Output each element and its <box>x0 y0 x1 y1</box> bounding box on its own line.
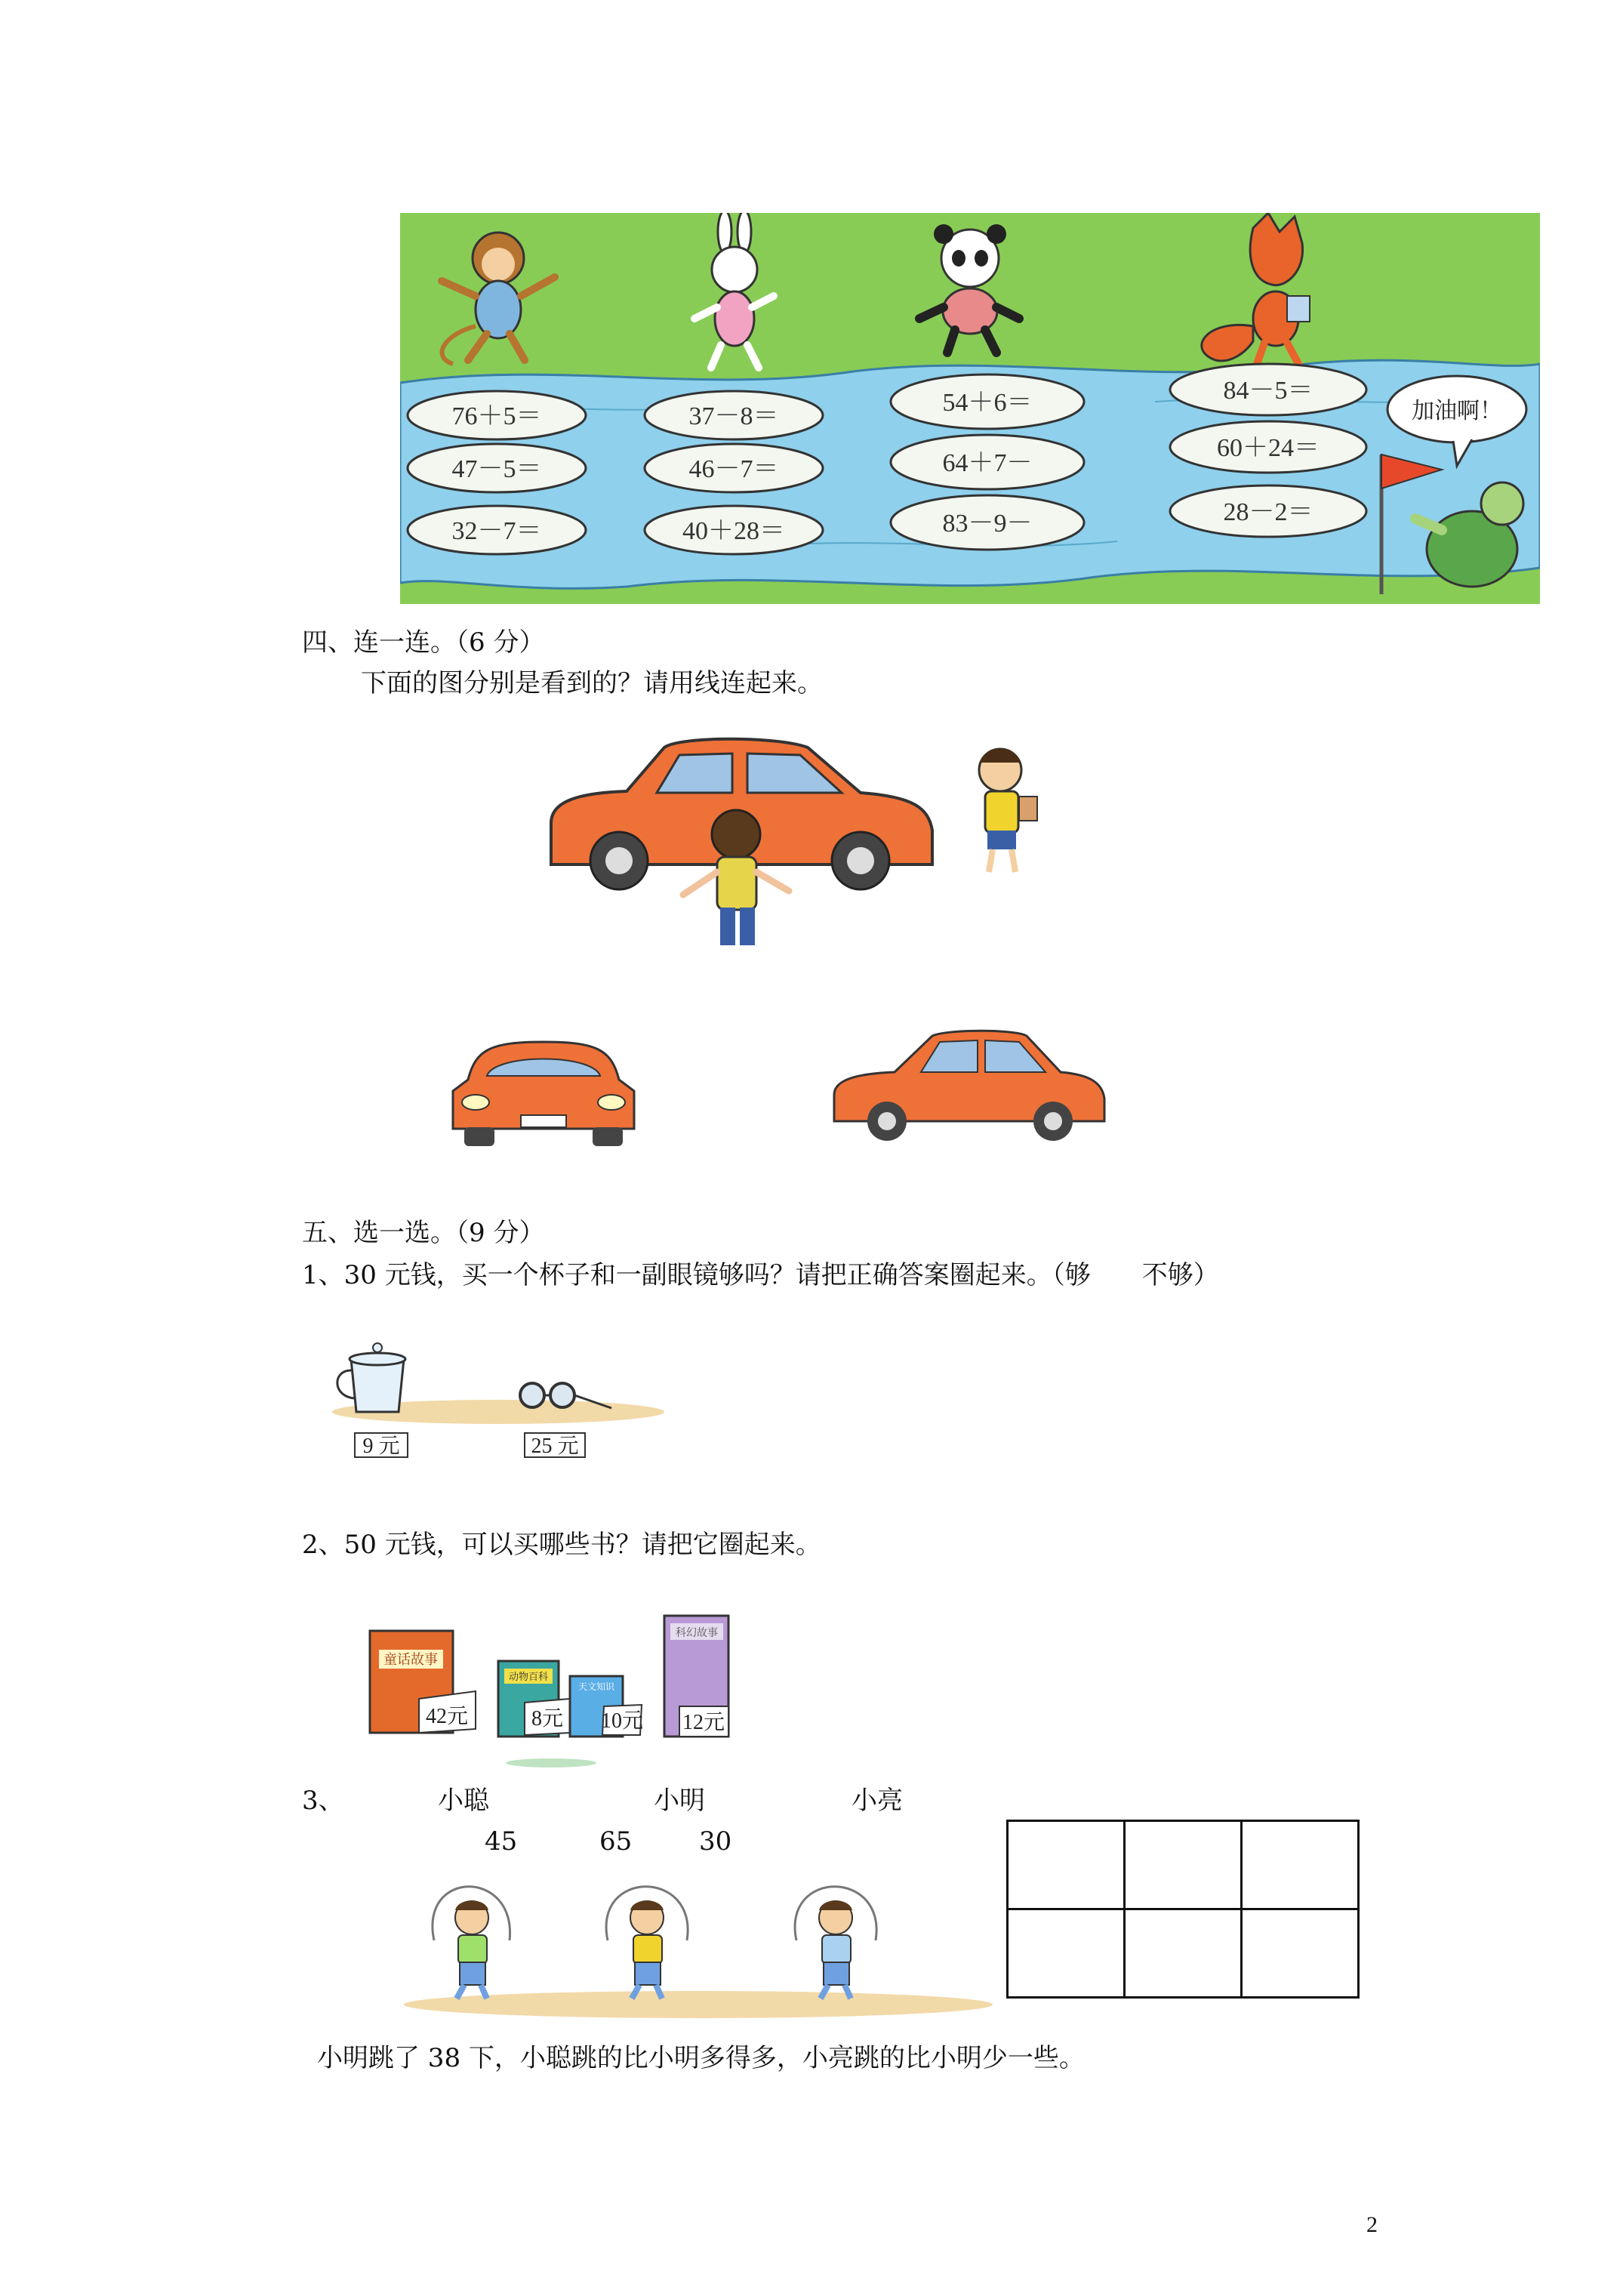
book-icon <box>664 1616 728 1737</box>
svg-text:天文知识: 天文知识 <box>577 1681 615 1692</box>
price-label: 42元 <box>425 1705 469 1728</box>
answer-cell[interactable] <box>1125 1821 1242 1909</box>
equation: 76＋5＝ <box>451 402 542 430</box>
answer-cell[interactable] <box>1008 1909 1125 1998</box>
jump-rope-scene <box>404 1869 993 2020</box>
race-illustration <box>400 213 1540 604</box>
equation: 32－7＝ <box>451 517 542 545</box>
cup-icon <box>337 1343 405 1412</box>
price-label: 9 元 <box>362 1435 400 1458</box>
q3-number: 3、 <box>302 1786 344 1816</box>
answer-cell[interactable] <box>1125 1909 1242 1998</box>
option-number: 45 <box>485 1826 518 1857</box>
svg-text:科幻故事: 科幻故事 <box>676 1627 718 1639</box>
equation: 83－9－ <box>942 510 1033 538</box>
q2-books <box>362 1601 770 1774</box>
section4-instruction: 下面的图分别是看到的？请用线连起来。 <box>361 668 823 698</box>
oval-column-3 <box>891 374 1084 550</box>
section5-heading: 五、选一选。（9 分） <box>302 1218 545 1248</box>
name-label: 小亮 <box>852 1786 903 1816</box>
section4-heading: 四、连一连。（6 分） <box>302 627 545 658</box>
equation: 28－2＝ <box>1223 498 1313 526</box>
kid-jumping-icon <box>433 1887 510 1999</box>
page-number: 2 <box>1366 2212 1378 2237</box>
kid-jumping-icon <box>606 1887 688 1999</box>
equation: 37－8＝ <box>688 402 779 430</box>
svg-text:童话故事: 童话故事 <box>383 1652 438 1668</box>
equation: 54＋6＝ <box>942 389 1033 417</box>
answer-cell[interactable] <box>1242 1821 1359 1909</box>
price-label: 12元 <box>682 1711 725 1734</box>
book-icon <box>570 1676 643 1737</box>
price-label: 25 元 <box>531 1435 579 1458</box>
oval-column-2 <box>645 391 823 554</box>
oval-column-4 <box>1170 364 1366 537</box>
option-number: 30 <box>699 1826 732 1857</box>
name-label: 小明 <box>654 1786 705 1816</box>
boy-icon <box>979 748 1037 872</box>
kid-jumping-icon <box>795 1887 876 1999</box>
book-icon <box>498 1661 570 1737</box>
option-number: 65 <box>599 1826 633 1857</box>
q2-text: 2、50 元钱，可以买哪些书？请把它圈起来。 <box>302 1530 821 1560</box>
answer-grid <box>1006 1820 1360 1999</box>
book-icon <box>370 1631 476 1733</box>
price-label: 10元 <box>600 1709 644 1733</box>
equation: 46－7＝ <box>688 455 779 483</box>
q1-items <box>332 1329 664 1480</box>
answer-cell[interactable] <box>1008 1821 1125 1909</box>
answer-cell[interactable] <box>1242 1909 1359 1998</box>
equation: 47－5＝ <box>451 455 542 483</box>
car-scene <box>536 732 1064 959</box>
price-label: 8元 <box>531 1707 564 1730</box>
q3-statement: 小明跳了 38 下，小聪跳的比小明多得多，小亮跳的比小明少一些。 <box>317 2043 1085 2073</box>
oval-column-1 <box>408 391 586 554</box>
glasses-icon <box>520 1383 611 1408</box>
q1-text: 1、30 元钱，买一个杯子和一副眼镜够吗？请把正确答案圈起来。（够 不够） <box>302 1260 1219 1290</box>
svg-text:动物百科: 动物百科 <box>508 1672 549 1683</box>
equation: 40＋28＝ <box>682 517 785 545</box>
equation: 84－5＝ <box>1223 377 1313 405</box>
equation: 64＋7－ <box>942 449 1033 477</box>
bubble-text: 加油啊！ <box>1412 398 1502 424</box>
car-side-view[interactable] <box>827 1027 1113 1148</box>
name-label: 小聪 <box>438 1786 489 1816</box>
equation: 60＋24＝ <box>1217 434 1320 462</box>
car-front-view[interactable] <box>445 1031 642 1151</box>
